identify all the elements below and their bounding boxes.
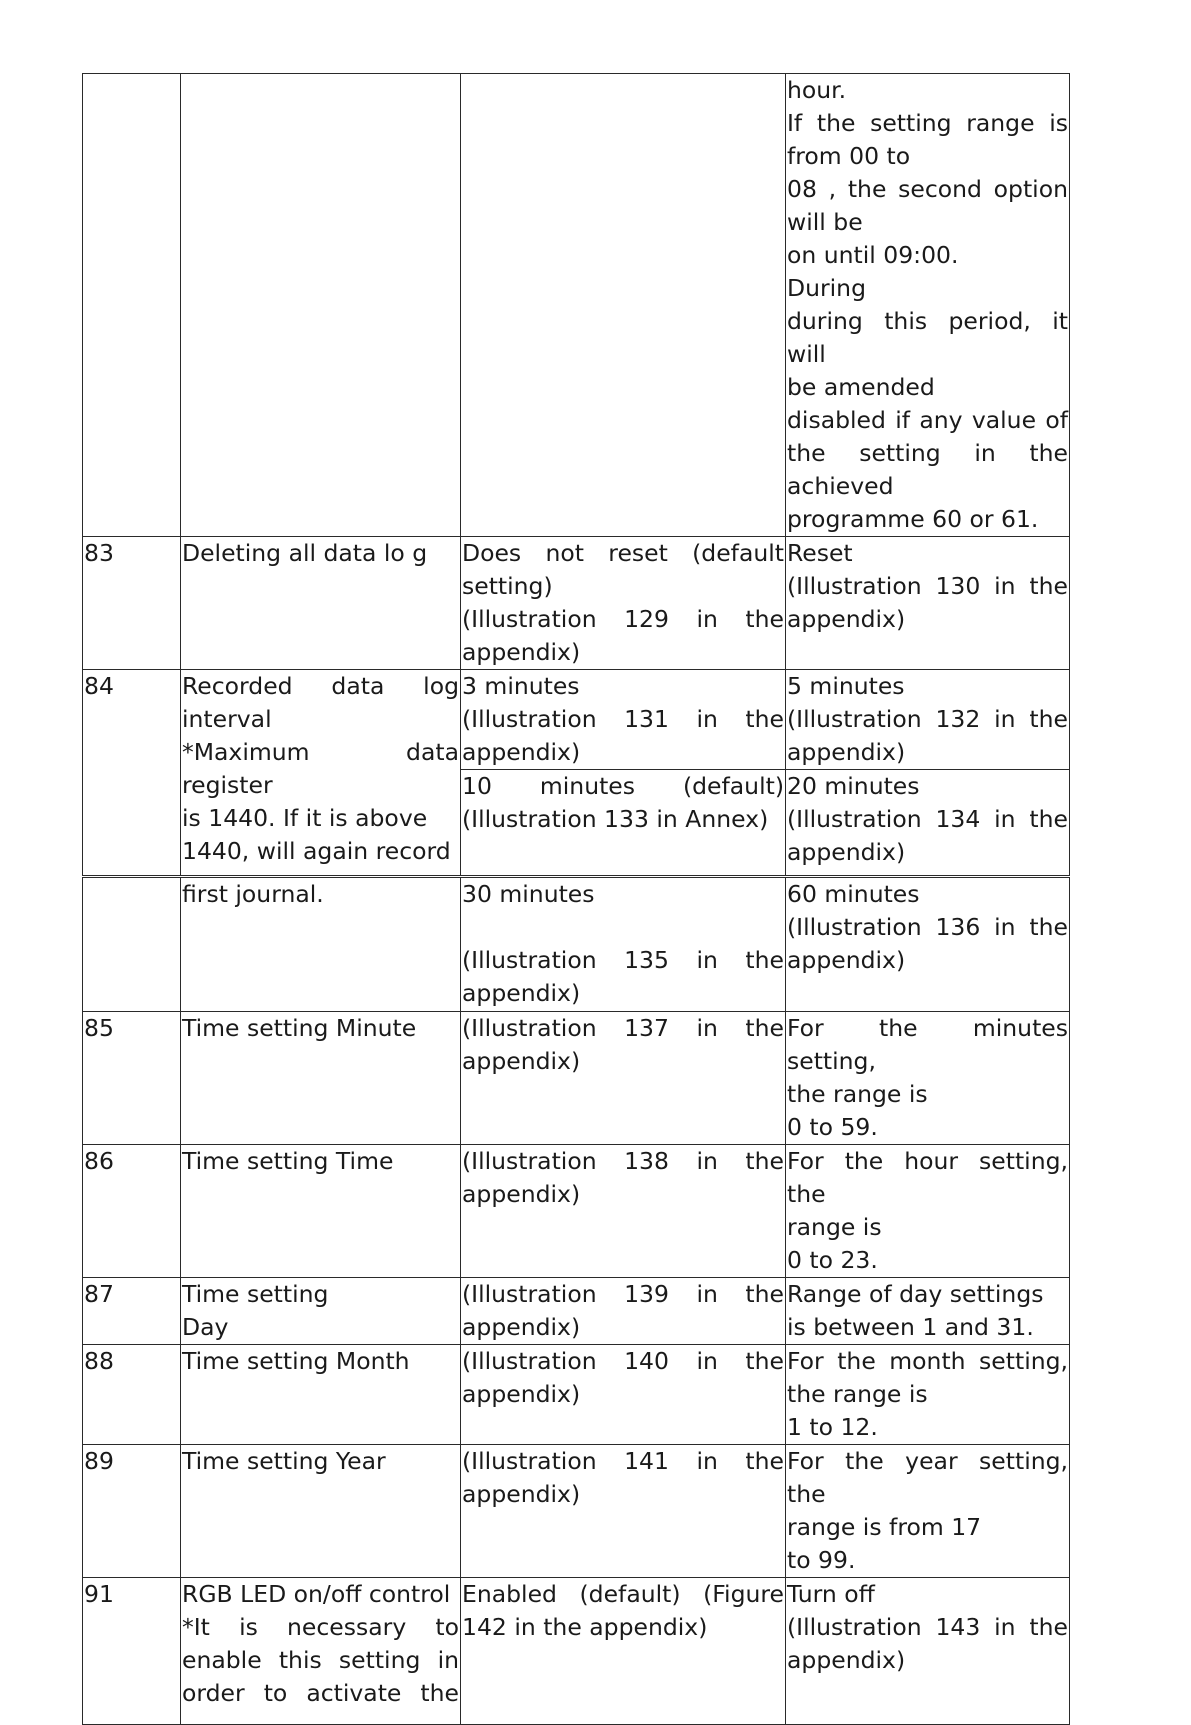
option-2-cell — [786, 878, 1070, 1012]
row-number: 86 — [84, 1147, 114, 1175]
cell-line: For the year setting, the — [787, 1447, 1068, 1508]
option-2-cell — [786, 1278, 1070, 1345]
row-number: 84 — [84, 672, 114, 700]
cell-line: achieved — [787, 472, 894, 500]
table-row — [83, 1012, 1070, 1145]
cell-line: will be — [787, 208, 863, 236]
cell-line: programme 60 or 61. — [787, 505, 1039, 533]
number-cell — [83, 1345, 181, 1445]
setting-name: Time setting Month — [182, 1347, 410, 1375]
cell-line: appendix) — [462, 979, 581, 1007]
cell-line: Does not reset (default — [462, 539, 784, 567]
cell-line: Enabled (default) (Figure — [462, 1580, 784, 1608]
cell-line: (Illustration 135 in the — [462, 946, 784, 974]
setting-name: Time setting Year — [182, 1447, 386, 1475]
cell-line: (Illustration 132 in the — [787, 705, 1068, 733]
cell-line: (Illustration 140 in the — [462, 1347, 784, 1375]
setting-name: Time setting Time — [182, 1147, 394, 1175]
cell-line: appendix) — [462, 738, 581, 766]
cell-line: range is — [787, 1213, 882, 1241]
table-row — [83, 878, 1070, 1012]
cell-line: 20 minutes — [787, 772, 920, 800]
cell-line: appendix) — [787, 838, 906, 866]
number-cell — [83, 537, 181, 670]
option-2-cell — [786, 1445, 1070, 1578]
cell-line: (Illustration 139 in the — [462, 1280, 784, 1308]
cell-line: the range is — [787, 1080, 928, 1108]
number-cell — [83, 1578, 181, 1725]
row-number: 87 — [84, 1280, 114, 1308]
cell-line: (Illustration 136 in the — [787, 913, 1068, 941]
cell-line: appendix) — [462, 1313, 581, 1341]
cell-line: 0 to 23. — [787, 1246, 878, 1274]
cell-line: Day — [182, 1313, 229, 1341]
cell-line: For the minutes setting, — [787, 1014, 1068, 1075]
row-number: 85 — [84, 1014, 114, 1042]
cell-line: appendix) — [787, 605, 906, 633]
cell-line: the range is — [787, 1380, 928, 1408]
cell-line: register — [182, 771, 273, 799]
option-1-cell — [461, 1445, 786, 1578]
table-row — [83, 1145, 1070, 1278]
option-2-cell — [786, 770, 1070, 876]
cell-line: Reset — [787, 539, 853, 567]
setting-name: first journal. — [182, 880, 324, 908]
table-row — [83, 1345, 1070, 1445]
row-number: 88 — [84, 1347, 114, 1375]
cell-line: during this period, it will — [787, 307, 1068, 368]
cell-line: Time setting — [182, 1280, 329, 1308]
cell-line: (Illustration 129 in the — [462, 605, 784, 633]
table-row — [83, 1278, 1070, 1345]
option-1-cell — [461, 1578, 786, 1725]
setting-name-cell — [181, 1278, 461, 1345]
cell-line: (Illustration 141 in the — [462, 1447, 784, 1475]
cell-line: appendix) — [787, 1646, 906, 1674]
cell-line: appendix) — [462, 1380, 581, 1408]
number-cell — [83, 1012, 181, 1145]
cell-line: (Illustration 143 in the — [787, 1613, 1068, 1641]
cell-line: 1440, will again record — [182, 837, 451, 865]
table-row — [83, 1578, 1070, 1725]
setting-name-cell — [181, 1578, 461, 1725]
cell-line: is between 1 and 31. — [787, 1313, 1034, 1341]
cell-line: 0 to 59. — [787, 1113, 878, 1141]
cell-line: *Maximum data — [182, 738, 459, 766]
setting-name-cell — [181, 1145, 461, 1278]
cell-line: setting) — [462, 572, 553, 600]
cell-line: 60 minutes — [787, 880, 920, 908]
row-number: 91 — [84, 1580, 114, 1608]
option-1-cell — [461, 670, 786, 770]
cell-line: (Illustration 134 in the — [787, 805, 1068, 833]
option-2-cell — [786, 1145, 1070, 1278]
option-2-cell — [786, 1012, 1070, 1145]
cell-line: (Illustration 133 in Annex) — [462, 805, 769, 833]
table-row — [83, 670, 1070, 770]
cell-line: Recorded data log — [182, 672, 459, 700]
cell-line: (Illustration 137 in the — [462, 1014, 784, 1042]
number-cell — [83, 670, 181, 876]
number-cell — [83, 1445, 181, 1578]
option-1-cell — [461, 1345, 786, 1445]
cell-line: appendix) — [787, 738, 906, 766]
cell-line: Turn off — [787, 1580, 875, 1608]
option-1-cell — [461, 537, 786, 670]
cell-line: interval — [182, 705, 272, 733]
cell-line: range is from 17 — [787, 1513, 982, 1541]
cell-line: (Illustration 138 in the — [462, 1147, 784, 1175]
cell-line: (Illustration 130 in the — [787, 572, 1068, 600]
option-2-cell — [786, 1578, 1070, 1725]
table-row — [83, 1445, 1070, 1578]
number-cell — [83, 1145, 181, 1278]
option-2-cell — [786, 537, 1070, 670]
cell-line: *It is necessary to — [182, 1613, 459, 1641]
cell-line: For the hour setting, the — [787, 1147, 1068, 1208]
option-2-cell — [786, 670, 1070, 770]
cell-line: 1 to 12. — [787, 1413, 878, 1441]
setting-name-cell — [181, 74, 461, 537]
option-1-cell — [461, 74, 786, 537]
number-cell — [83, 878, 181, 1012]
cell-line: the setting in the — [787, 439, 1068, 467]
settings-table-top — [82, 73, 1070, 876]
cell-line: to 99. — [787, 1546, 856, 1574]
number-cell — [83, 74, 181, 537]
cell-line: (Illustration 131 in the — [462, 705, 784, 733]
cell-line: appendix) — [787, 946, 906, 974]
option-2-cell — [786, 74, 1070, 537]
cell-line: Range of day settings — [787, 1280, 1044, 1308]
setting-name: Time setting Minute — [182, 1014, 417, 1042]
option-1-cell — [461, 878, 786, 1012]
cell-line: hour. — [787, 76, 847, 104]
table-row — [83, 537, 1070, 670]
cell-line: 3 minutes — [462, 672, 580, 700]
setting-name-cell — [181, 1445, 461, 1578]
cell-line: 08 , the second option — [787, 175, 1068, 203]
cell-line: For the month setting, — [787, 1347, 1068, 1375]
cell-line: is 1440. If it is above — [182, 804, 428, 832]
option-1-cell — [461, 770, 786, 876]
cell-line: disabled if any value of — [787, 406, 1068, 434]
row-number: 89 — [84, 1447, 114, 1475]
cell-line: appendix) — [462, 1180, 581, 1208]
option-1-cell — [461, 1278, 786, 1345]
setting-name-cell — [181, 1345, 461, 1445]
cell-line: be amended — [787, 373, 935, 401]
cell-line: If the setting range is — [787, 109, 1068, 137]
cell-line: appendix) — [462, 638, 581, 666]
cell-line: 30 minutes — [462, 880, 595, 908]
cell-line: appendix) — [462, 1047, 581, 1075]
cell-line: from 00 to — [787, 142, 911, 170]
cell-line: on until 09:00. — [787, 241, 959, 269]
settings-table-bottom — [82, 877, 1070, 1725]
table-row — [83, 74, 1070, 537]
setting-name: Deleting all data lo g — [182, 539, 428, 567]
cell-line: During — [787, 274, 866, 302]
cell-line: 142 in the appendix) — [462, 1613, 708, 1641]
setting-name-cell — [181, 537, 461, 670]
option-2-cell — [786, 1345, 1070, 1445]
cell-line: 5 minutes — [787, 672, 905, 700]
cell-line: 10 minutes (default) — [462, 772, 784, 800]
option-1-cell — [461, 1012, 786, 1145]
cell-line: order to activate the — [182, 1679, 459, 1707]
setting-name-cell — [181, 670, 461, 876]
row-number: 83 — [84, 539, 114, 567]
cell-line: appendix) — [462, 1480, 581, 1508]
setting-name-cell — [181, 1012, 461, 1145]
cell-line: RGB LED on/off control — [182, 1580, 451, 1608]
cell-line: enable this setting in — [182, 1646, 459, 1674]
setting-name-cell — [181, 878, 461, 1012]
number-cell — [83, 1278, 181, 1345]
option-1-cell — [461, 1145, 786, 1278]
